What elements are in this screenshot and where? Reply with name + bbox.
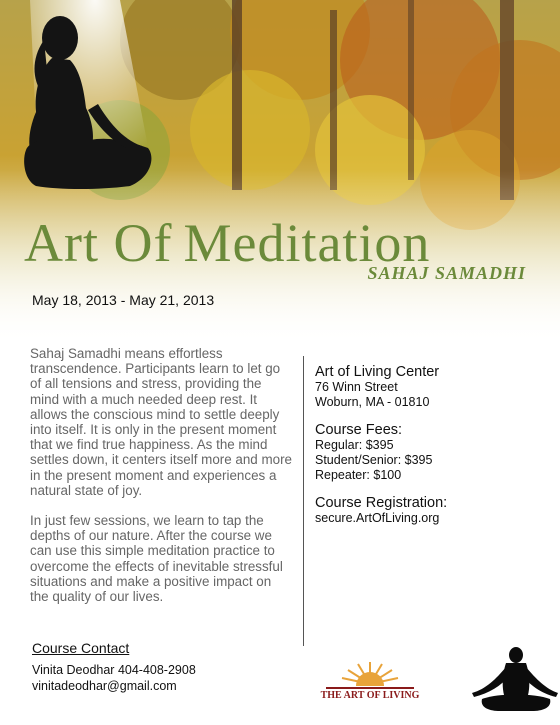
description-paragraph-1: Sahaj Samadhi means effortless transcendence. Participants learn to let go of all tensions and stress, providing the mind with a much needed deep rest. It allows the conscious mind to settle deeply into itself. It is only in the present moment that we find true happiness. As the mind settles down, it centers itself more and more in the present moment and experiences a natural state of joy. — [30, 346, 292, 498]
fee-regular: Regular: $395 — [315, 438, 394, 452]
footer-silhouette — [468, 645, 560, 720]
description-paragraph-2: In just few sessions, we learn to tap the depths of our nature. After the course we can use this simple meditation practice to overcome the effects of inevitable stressful situations and make a positive impact on the quality of our lives. — [30, 513, 283, 605]
registration-heading: Course Registration: — [315, 495, 448, 511]
title-part1: Art Of — [24, 213, 173, 273]
venue-street: 76 Winn Street — [315, 380, 398, 394]
logo-text: THE ART OF LIVING — [320, 690, 420, 701]
contact-heading: Course Contact — [32, 640, 130, 656]
fees-heading: Course Fees: — [315, 422, 403, 438]
column-divider — [303, 356, 304, 646]
venue-city: Woburn, MA - 01810 — [315, 395, 430, 409]
contact-name-phone: Vinita Deodhar 404-408-2908 — [32, 663, 196, 677]
art-of-living-logo — [318, 658, 422, 708]
meditating-figure-icon — [468, 645, 560, 715]
sun-logo-icon — [318, 658, 422, 690]
title-part2: Meditation — [183, 213, 431, 273]
fee-student-senior: Student/Senior: $395 — [315, 453, 433, 467]
registration-link[interactable]: secure.ArtOfLiving.org — [315, 511, 440, 525]
course-description — [30, 346, 292, 619]
course-contact — [32, 640, 196, 694]
contact-email[interactable]: vinitadeodhar@gmail.com — [32, 679, 177, 693]
course-dates: May 18, 2013 - May 21, 2013 — [32, 292, 215, 308]
course-info — [315, 364, 555, 526]
subtitle: SAHAJ SAMADHI — [367, 263, 526, 283]
fee-repeater: Repeater: $100 — [315, 468, 402, 482]
venue-heading: Art of Living Center — [315, 364, 440, 380]
